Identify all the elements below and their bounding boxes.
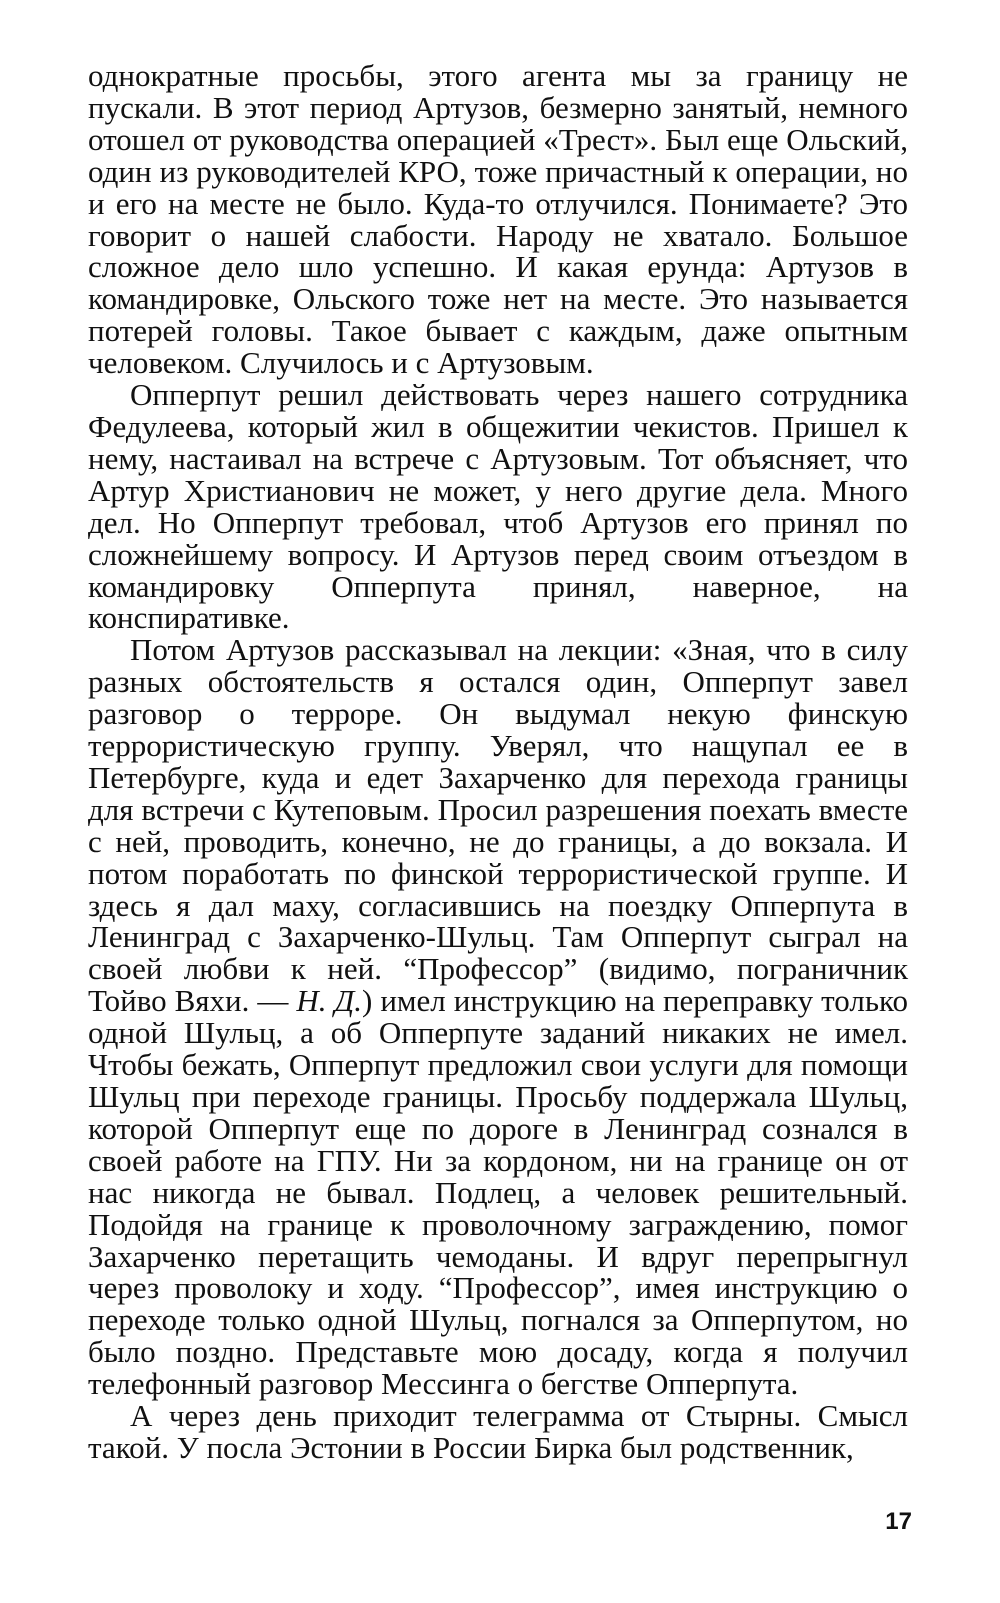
paragraph-2: Опперпут решил действовать через нашего сотрудника Федулеева, который жил в общежитии чекистов. Пришел к нему, настаивал на встрече с Артузовым. Тот объясняет, что Артур Христианович не может, у него другие дела. Много дел. Но Опперпут требовал, чтоб Артузов его принял по сложнейшему вопросу. И Артузов перед своим отъездом в командировку Опперпута принял, наверное, на конспиративке. (88, 377, 908, 636)
page-number: 17 (885, 1508, 912, 1535)
author-initials: Н. Д. (296, 983, 362, 1019)
document-page (88, 60, 908, 1464)
paragraph-1: однократные просьбы, этого агента мы за границу не пускали. В этот период Артузов, безмерно занятый, немного отошел от руководства операцией «Трест». Был еще Ольский, один из руководителей КРО, тоже причастный к операции, но и его на месте не было. Куда-то отлучился. Понимаете? Это говорит о нашей слабости. Народу не хватало. Большое сложное дело шло успешно. И какая ерунда: Артузов в командировке, Ольского тоже нет на месте. Это называется потерей головы. Такое бывает с каждым, даже опытным человеком. Случилось и с Артузовым. (88, 58, 908, 381)
paragraph-4: А через день приходит телеграмма от Стырны. Смысл такой. У посла Эстонии в России Бирка был родственник, (88, 1398, 908, 1465)
paragraph-3-text-after: ) имел инструкцию на переправку только одной Шульц, а об Опперпуте заданий никаких не имел. Чтобы бежать, Опперпут предложил свои услуги для помощи Шульц при переходе границы. Просьбу поддержала Шульц, которой Опперпут еще по дороге в Ленинград сознался в своей работе на ГПУ. Ни за кордоном, ни на границе он от нас никогда не бывал. Подлец, а человек решительный. Подойдя на границе к проволочному заграждению, помог Захарченко перетащить чемоданы. И вдруг перепрыгнул через проволоку и ходу. “Профессор”, имея инструкцию о переходе только одной Шульц, погнался за Опперпутом, но было поздно. Представьте мою досаду, когда я получил телефонный разговор Мессинга о бегстве Опперпута. (88, 983, 908, 1402)
paragraph-3-text-before: Потом Артузов рассказывал на лекции: «Зная, что в силу разных обстоятельств я остался один, Опперпут завел разговор о терроре. Он выдумал некую финскую террористическую группу. Уверял, что нащупал ее в Петербурге, куда и едет Захарченко для перехода границы для встречи с Кутеповым. Просил разрешения поехать вместе с ней, проводить, конечно, не до границы, а до вокзала. И потом поработать по финской террористической группе. И здесь я дал маху, согласившись на поездку Опперпута в Ленинград с Захарченко-Шульц. Там Опперпут сыграл на своей любви к ней. “Профессор” (видимо, пограничник Тойво Вяхи. — (88, 632, 908, 1019)
paragraph-3 (88, 634, 908, 1400)
